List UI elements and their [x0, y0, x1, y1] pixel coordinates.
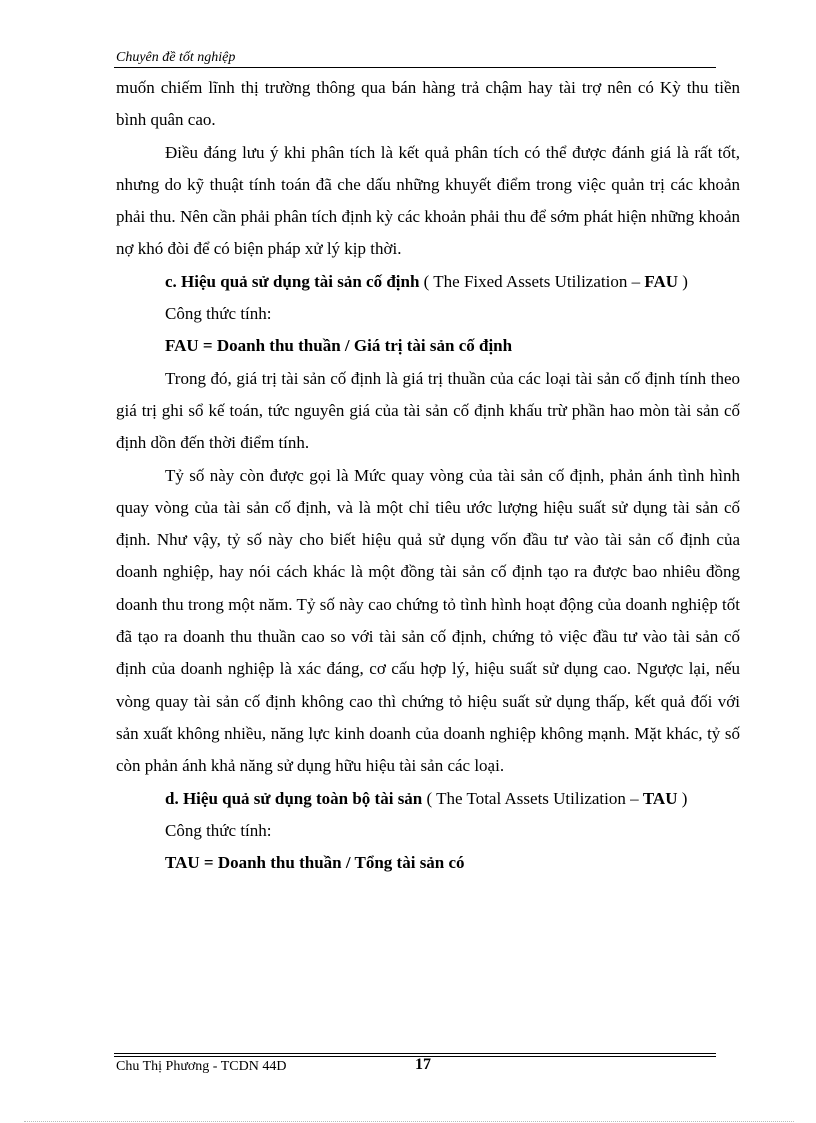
formula-c: FAU = Doanh thu thuần / Giá trị tài sản cố định: [165, 336, 513, 356]
formula-label-c: Công thức tính:: [165, 304, 272, 324]
footer-rule-top: [114, 1053, 716, 1054]
section-c-close: ): [678, 271, 688, 291]
formula-d: TAU = Doanh thu thuần / Tổng tài sản có: [165, 853, 465, 873]
footer-author: Chu Thị Phương - TCDN 44D: [116, 1059, 287, 1074]
section-c-abbr: FAU: [644, 271, 679, 291]
section-c-title: c. Hiệu quả sử dụng tài sản cố định: [165, 271, 420, 291]
formula-label-d: Công thức tính:: [165, 820, 272, 840]
section-d-close: ): [677, 788, 688, 808]
page-edge-divider: [24, 1121, 794, 1122]
paragraph-2: Điều đáng lưu ý khi phân tích là kết quả phân tích có thể được đánh giá là rất tốt, nhưng do kỹ thuật tính toán đã che dấu những khuyết điểm trong việc quản trị các khoản phải thu. Nên cần phải phân tích định kỳ các khoản phải thu để sớm phát hiện những khoản nợ khó đòi để có biện pháp xử lý kịp thời.: [116, 142, 740, 259]
header-title: Chuyên đề tốt nghiệp: [116, 50, 236, 65]
section-c-subtitle: ( The Fixed Assets Utilization –: [419, 271, 645, 291]
section-c-heading: [116, 266, 740, 298]
section-d-subtitle: ( The Total Assets Utilization –: [422, 788, 643, 808]
paragraph-4: Tỷ số này còn được gọi là Mức quay vòng của tài sản cố định, phản ánh tình hình quay vòng của tài sản cố định, và là một chỉ tiêu ước lượng hiệu suất sử dụng tài sản cố định. Như vậy, tỷ số này cho biết hiệu quả sử dụng vốn đầu tư vào tài sản cố định của doanh nghiệp, hay nói cách khác là một đồng tài sản cố định tạo ra được bao nhiêu đồng doanh thu trong một năm. Tỷ số này cao chứng tỏ tình hình hoạt động của doanh nghiệp tốt đã tạo ra doanh thu thuần cao so với tài sản cố định, chứng tỏ việc đầu tư vào tài sản cố định của doanh nghiệp là xác đáng, cơ cấu hợp lý, hiệu suất sử dụng cao. Ngược lại, nếu vòng quay tài sản cố định không cao thì chứng tỏ hiệu suất sử dụng thấp, kết quả đối với sản xuất không nhiều, năng lực kinh doanh của doanh nghiệp không mạnh. Mặt khác, tỷ số còn phản ánh khả năng sử dụng hữu hiệu tài sản các loại.: [116, 465, 740, 776]
paragraph-1: muốn chiếm lĩnh thị trường thông qua bán hàng trả chậm hay tài trợ nên có Kỳ thu tiền bình quân cao.: [116, 78, 740, 130]
section-d-title: d. Hiệu quả sử dụng toàn bộ tài sản: [165, 788, 423, 808]
document-body: [116, 72, 740, 879]
page-number: 17: [415, 1056, 431, 1073]
section-d-heading: [116, 783, 740, 815]
header-rule: [114, 67, 716, 68]
paragraph-3: Trong đó, giá trị tài sản cố định là giá trị thuần của các loại tài sản cố định tính theo giá trị ghi sổ kế toán, tức nguyên giá của tài sản cố định khấu trừ phần hao mòn tài sản cố định dồn đến thời điểm tính.: [116, 368, 740, 453]
section-d-abbr: TAU: [642, 788, 678, 808]
